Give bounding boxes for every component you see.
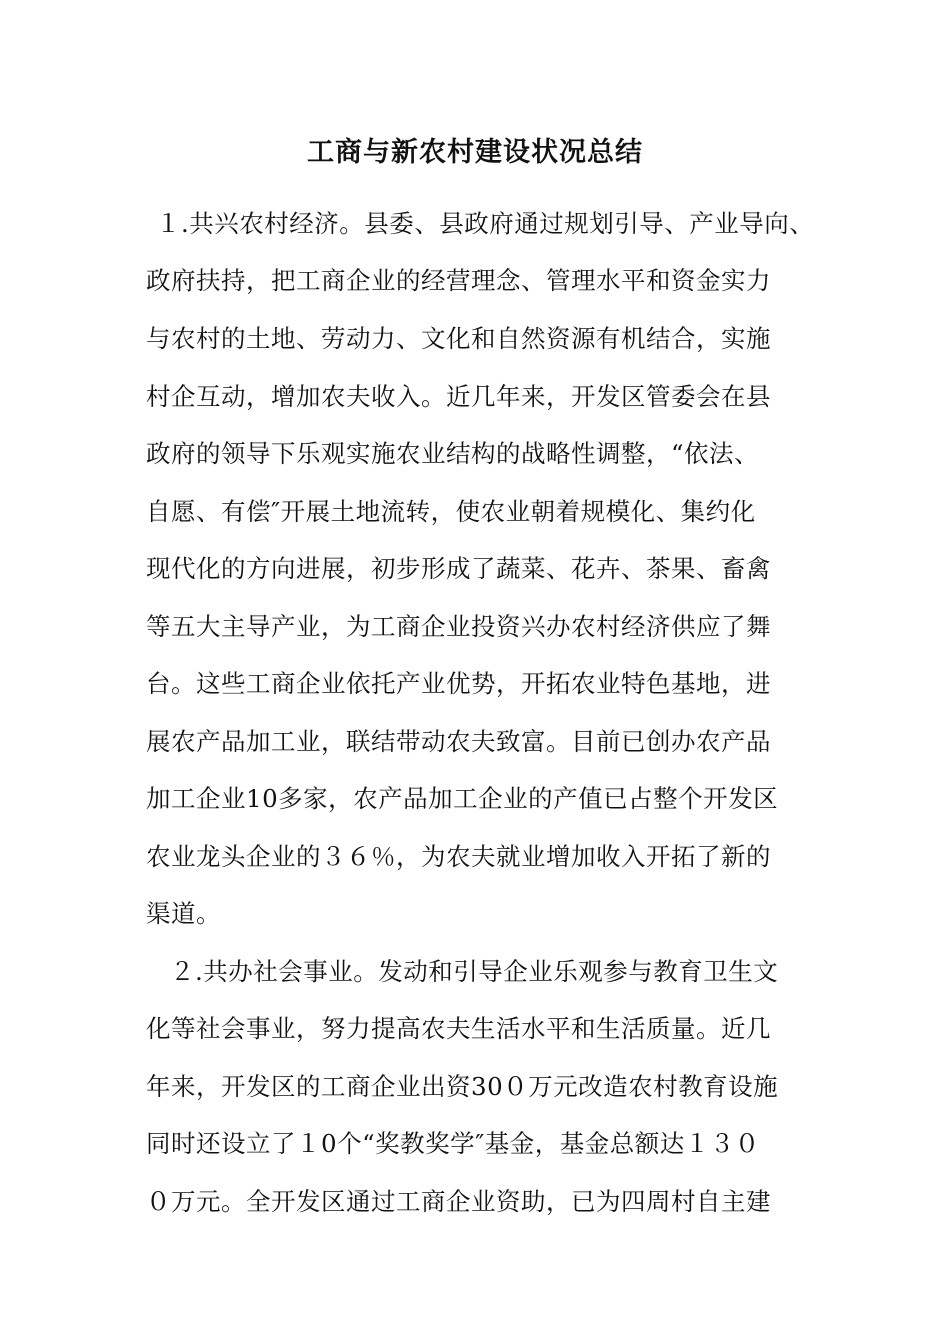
paragraph-line: 化等社会事业，努力提高农夫生活水平和生活质量。近几	[146, 1014, 771, 1043]
paragraph-line: 与农村的土地、劳动力、文化和自然资源有机结合，实施	[146, 324, 771, 353]
paragraph-line: 展农产品加工业，联结带动农夫致富。目前已创办农产品	[146, 727, 771, 756]
paragraph-line: ２.共办社会事业。发动和引导企业乐观参与教育卫生文	[170, 957, 779, 986]
paragraph-line: 现代化的方向进展，初步形成了蔬菜、花卉、茶果、畜禽	[146, 554, 771, 583]
paragraph-line: 农业龙头企业的３６％，为农夫就业增加收入开拓了新的	[146, 842, 771, 871]
paragraph-line: 渠道。	[146, 899, 221, 928]
paragraph-line: 自愿、有偿″开展土地流转，使农业朝着规模化、集约化	[146, 497, 756, 526]
paragraph-line: 等五大主导产业，为工商企业投资兴办农村经济供应了舞	[146, 612, 771, 641]
paragraph-line: 政府的领导下乐观实施农业结构的战略性调整，“依法、	[146, 439, 760, 468]
paragraph-line: 年来，开发区的工商企业出资30０万元改造农村教育设施	[146, 1072, 779, 1101]
paragraph-line: 台。这些工商企业依托产业优势，开拓农业特色基地，进	[146, 669, 771, 698]
paragraph-line: １.共兴农村经济。县委、县政府通过规划引导、产业导向、	[156, 209, 815, 238]
paragraph-line: 加工企业10多家，农产品加工企业的产值已占整个开发区	[146, 784, 779, 813]
paragraph-line: ０万元。全开发区通过工商企业资助，已为四周村自主建	[146, 1187, 771, 1216]
paragraph-line: 政府扶持，把工商企业的经营理念、管理水平和资金实力	[146, 266, 771, 295]
paragraph-line: 同时还设立了１0个“奖教奖学″基金，基金总额达１３０	[146, 1129, 760, 1158]
paragraph-line: 村企互动，增加农夫收入。近几年来，开发区管委会在县	[146, 382, 771, 411]
page-title: 工商与新农村建设状况总结	[307, 137, 643, 168]
